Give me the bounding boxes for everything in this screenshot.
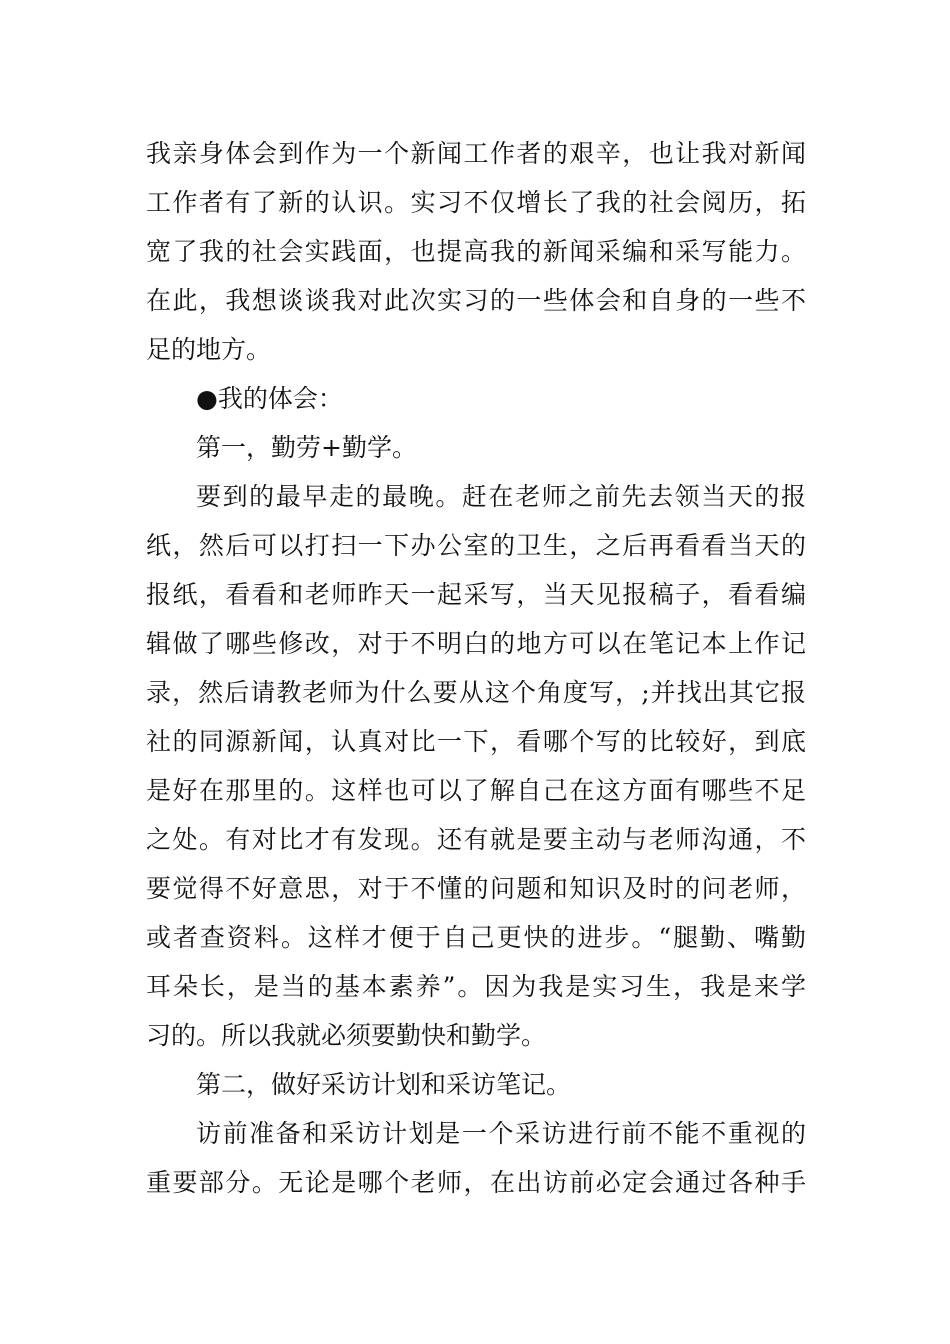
text-line: 宽了我的社会实践面，也提高我的新闻采编和采写能力。 [146, 237, 806, 266]
text-line: 或者查资料。这样才便于自己更快的进步。“腿勤、嘴勤 [146, 923, 806, 952]
section-heading: ●我的体会： [196, 384, 343, 413]
text-line: 社的同源新闻，认真对比一下，看哪个写的比较好，到底 [146, 727, 806, 756]
text-line: 录，然后请教老师为什么要从这个角度写，;并找出其它报 [146, 678, 806, 707]
text-line: 习的。所以我就必须要勤快和勤学。 [146, 1021, 547, 1050]
text-line: 耳朵长，是当的基本素养”。因为我是实习生，我是来学 [146, 972, 806, 1001]
text-line: 重要部分。无论是哪个老师，在出访前必定会通过各种手 [146, 1168, 806, 1197]
text-line: 足的地方。 [146, 335, 272, 364]
text-line: 工作者有了新的认识。实习不仅增长了我的社会阅历，拓 [146, 188, 806, 217]
body-text [146, 129, 806, 1207]
point-heading: 第一，勤劳+勤学。 [196, 433, 417, 462]
text-line: 报纸，看看和老师昨天一起采写，当天见报稿子，看看编 [146, 580, 806, 609]
text-line: 之处。有对比才有发现。还有就是要主动与老师沟通，不 [146, 825, 806, 854]
text-line: 要觉得不好意思，对于不懂的问题和知识及时的问老师， [146, 874, 806, 903]
text-line: 访前准备和采访计划是一个采访进行前不能不重视的 [196, 1119, 806, 1148]
point-heading: 第二，做好采访计划和采访笔记。 [196, 1070, 572, 1099]
text-line: 在此，我想谈谈我对此次实习的一些体会和自身的一些不 [146, 286, 806, 315]
text-line: 我亲身体会到作为一个新闻工作者的艰辛，也让我对新闻 [146, 139, 806, 168]
text-line: 辑做了哪些修改，对于不明白的地方可以在笔记本上作记 [146, 629, 806, 658]
text-line: 纸，然后可以打扫一下办公室的卫生，之后再看看当天的 [146, 531, 806, 560]
text-line: 要到的最早走的最晚。赶在老师之前先去领当天的报 [196, 482, 806, 511]
text-line: 是好在那里的。这样也可以了解自己在这方面有哪些不足 [146, 776, 806, 805]
